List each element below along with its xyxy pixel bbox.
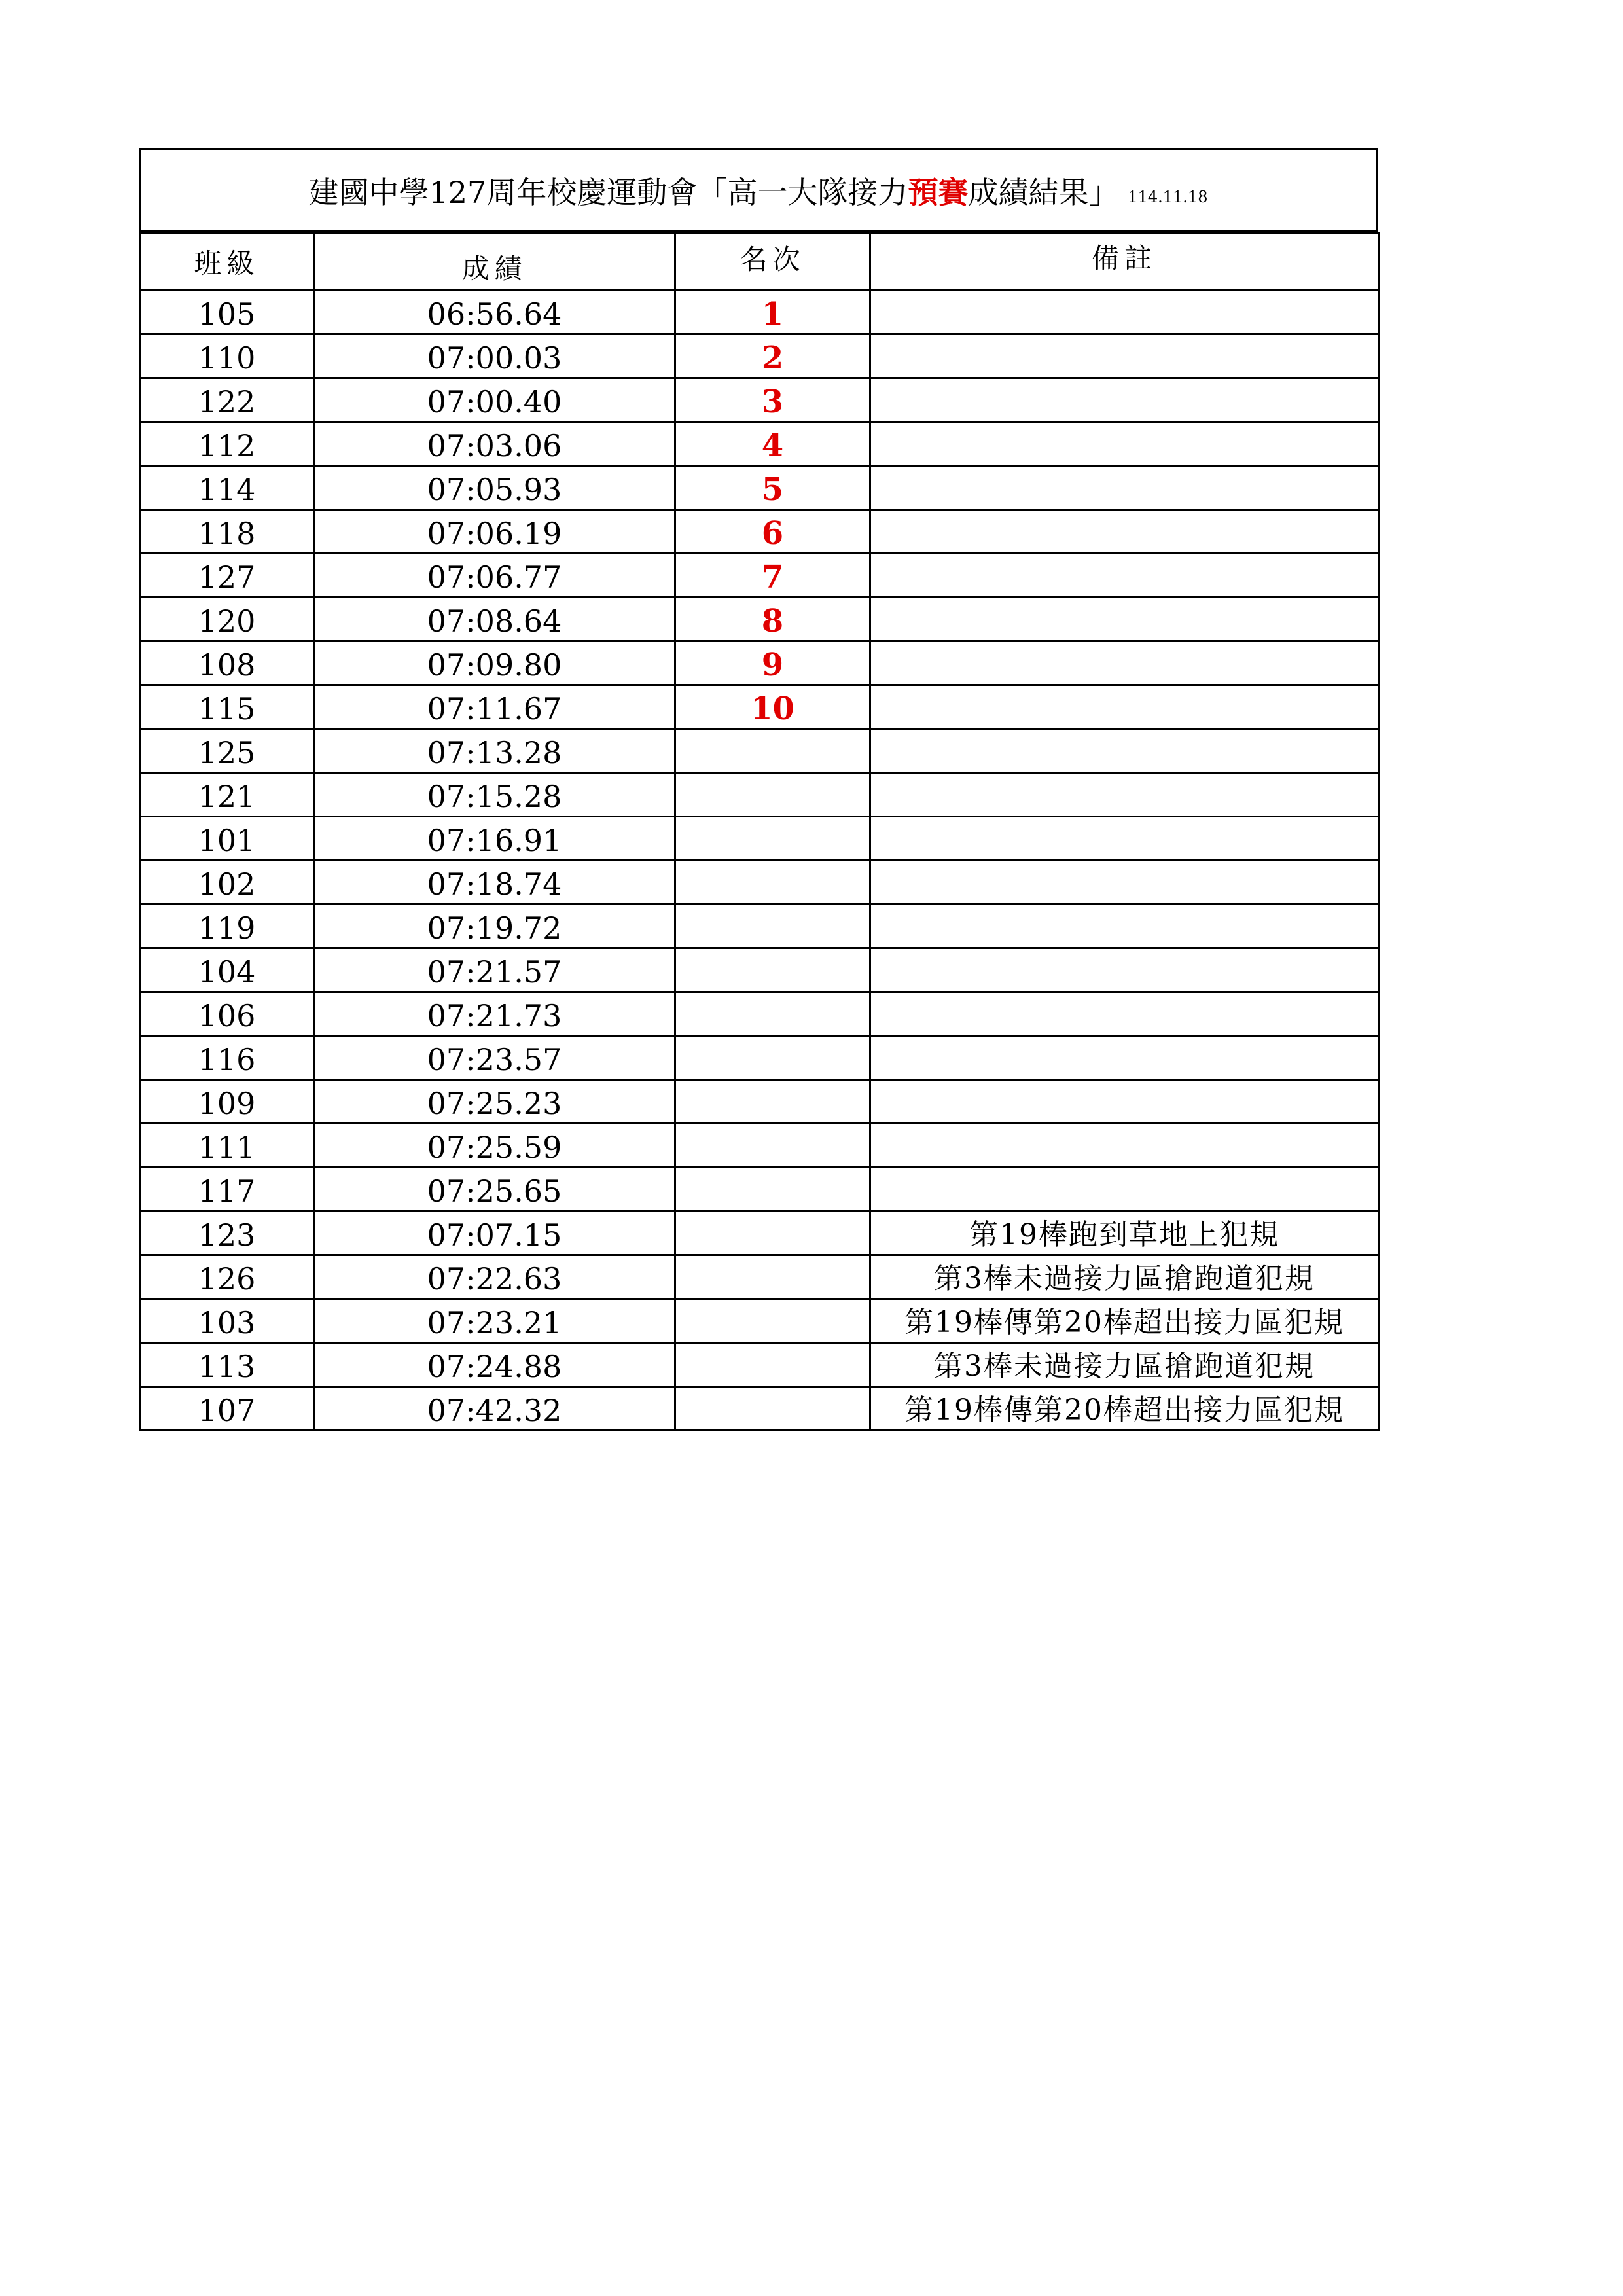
cell-time: 07:23.21 [314,1299,675,1343]
cell-note: 第19棒傳第20棒超出接力區犯規 [870,1299,1379,1343]
cell-rank: 9 [675,641,870,685]
cell-rank [675,1387,870,1431]
cell-class: 112 [140,422,314,466]
cell-time: 07:03.06 [314,422,675,466]
cell-time: 06:56.64 [314,291,675,334]
cell-class: 106 [140,992,314,1036]
table-row [140,1211,1379,1255]
cell-class: 115 [140,685,314,729]
cell-rank: 2 [675,334,870,378]
header-note-label: 備註 [1091,242,1157,274]
cell-note: 第3棒未過接力區搶跑道犯規 [870,1255,1379,1299]
cell-class: 111 [140,1124,314,1168]
cell-time: 07:06.77 [314,554,675,598]
table-row [140,1299,1379,1343]
cell-rank [675,817,870,861]
table-row [140,861,1379,905]
cell-rank: 4 [675,422,870,466]
table-row [140,641,1379,685]
cell-time: 07:42.32 [314,1387,675,1431]
cell-rank: 7 [675,554,870,598]
cell-note [870,905,1379,948]
header-rank-label: 名次 [740,243,806,276]
cell-class: 120 [140,598,314,641]
title-date: 114.11.18 [1128,187,1208,206]
table-row [140,598,1379,641]
table-row [140,554,1379,598]
cell-time: 07:25.23 [314,1080,675,1124]
header-time-label: 成績 [461,253,527,285]
cell-class: 118 [140,510,314,554]
cell-rank: 10 [675,685,870,729]
cell-note [870,1124,1379,1168]
cell-note: 第19棒跑到草地上犯規 [870,1211,1379,1255]
cell-note [870,378,1379,422]
cell-time: 07:13.28 [314,729,675,773]
cell-rank [675,1343,870,1387]
cell-rank [675,905,870,948]
cell-time: 07:21.73 [314,992,675,1036]
cell-class: 108 [140,641,314,685]
cell-rank [675,948,870,992]
cell-note [870,729,1379,773]
table-row [140,1036,1379,1080]
cell-time: 07:09.80 [314,641,675,685]
header-class-label: 班級 [194,247,260,279]
cell-class: 114 [140,466,314,510]
cell-rank [675,773,870,817]
cell-rank [675,992,870,1036]
title-box [139,148,1378,232]
cell-rank [675,729,870,773]
cell-time: 07:18.74 [314,861,675,905]
cell-note [870,598,1379,641]
cell-note [870,422,1379,466]
cell-class: 105 [140,291,314,334]
cell-note [870,510,1379,554]
table-row [140,1168,1379,1211]
cell-note [870,817,1379,861]
table-row [140,817,1379,861]
cell-class: 122 [140,378,314,422]
cell-time: 07:08.64 [314,598,675,641]
results-body [140,291,1379,1431]
table-row [140,466,1379,510]
cell-time: 07:15.28 [314,773,675,817]
table-row [140,1387,1379,1431]
cell-note [870,466,1379,510]
table-row [140,905,1379,948]
cell-rank: 6 [675,510,870,554]
cell-rank [675,1299,870,1343]
table-row [140,685,1379,729]
cell-class: 119 [140,905,314,948]
table-row [140,1124,1379,1168]
cell-note [870,1080,1379,1124]
cell-note [870,334,1379,378]
cell-note [870,554,1379,598]
table-row [140,422,1379,466]
header-note [870,234,1379,291]
table-row [140,334,1379,378]
cell-note [870,685,1379,729]
cell-time: 07:05.93 [314,466,675,510]
cell-class: 103 [140,1299,314,1343]
cell-note [870,641,1379,685]
cell-class: 123 [140,1211,314,1255]
table-row [140,773,1379,817]
cell-rank: 8 [675,598,870,641]
cell-note [870,773,1379,817]
cell-class: 117 [140,1168,314,1211]
cell-class: 102 [140,861,314,905]
header-time [314,234,675,291]
table-row [140,992,1379,1036]
cell-class: 116 [140,1036,314,1080]
cell-time: 07:24.88 [314,1343,675,1387]
title-highlight: 預賽 [908,174,969,210]
table-row [140,291,1379,334]
cell-rank [675,1211,870,1255]
cell-time: 07:23.57 [314,1036,675,1080]
cell-rank [675,1124,870,1168]
table-row [140,1343,1379,1387]
cell-note: 第19棒傳第20棒超出接力區犯規 [870,1387,1379,1431]
cell-note [870,948,1379,992]
cell-time: 07:22.63 [314,1255,675,1299]
cell-time: 07:07.15 [314,1211,675,1255]
cell-class: 113 [140,1343,314,1387]
cell-note: 第3棒未過接力區搶跑道犯規 [870,1343,1379,1387]
cell-class: 104 [140,948,314,992]
cell-rank [675,1080,870,1124]
cell-note [870,861,1379,905]
page-title [309,169,1119,212]
table-row [140,378,1379,422]
cell-class: 121 [140,773,314,817]
cell-note [870,1168,1379,1211]
cell-note [870,992,1379,1036]
cell-rank: 5 [675,466,870,510]
cell-class: 107 [140,1387,314,1431]
cell-time: 07:00.03 [314,334,675,378]
table-row [140,1080,1379,1124]
cell-rank [675,1168,870,1211]
title-suffix: 成績結果」 [968,174,1119,210]
cell-class: 101 [140,817,314,861]
table-row [140,948,1379,992]
cell-class: 127 [140,554,314,598]
header-class [140,234,314,291]
cell-note [870,291,1379,334]
cell-time: 07:11.67 [314,685,675,729]
cell-rank [675,1036,870,1080]
results-table [139,232,1380,1431]
cell-time: 07:16.91 [314,817,675,861]
cell-class: 126 [140,1255,314,1299]
cell-time: 07:21.57 [314,948,675,992]
results-sheet [139,148,1378,1431]
title-prefix: 建國中學127周年校慶運動會「高一大隊接力 [308,174,908,210]
header-rank [675,234,870,291]
cell-rank: 3 [675,378,870,422]
cell-rank [675,1255,870,1299]
table-row [140,510,1379,554]
cell-class: 125 [140,729,314,773]
cell-time: 07:25.65 [314,1168,675,1211]
header-row [140,234,1379,291]
table-row [140,729,1379,773]
cell-time: 07:06.19 [314,510,675,554]
cell-class: 110 [140,334,314,378]
cell-time: 07:19.72 [314,905,675,948]
cell-time: 07:25.59 [314,1124,675,1168]
cell-class: 109 [140,1080,314,1124]
cell-rank [675,861,870,905]
cell-rank: 1 [675,291,870,334]
cell-time: 07:00.40 [314,378,675,422]
table-row [140,1255,1379,1299]
cell-note [870,1036,1379,1080]
